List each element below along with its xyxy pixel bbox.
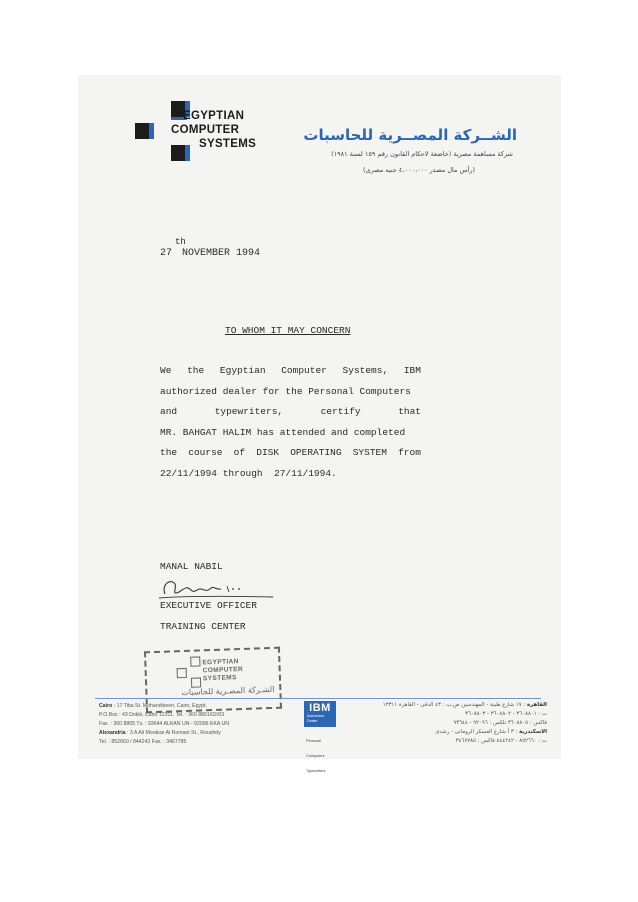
footer-alex-phones: Tel. : 852660 / 844242 Fax. : 3467785 bbox=[99, 739, 187, 745]
body-word: OPERATING bbox=[290, 447, 342, 458]
date-month-year: NOVEMBER 1994 bbox=[182, 248, 261, 259]
body-line bbox=[160, 447, 421, 468]
company-name-en bbox=[171, 109, 256, 151]
footer-ar-cairo-tel: ت : ٣٦٠٨٨٠١ - ٣٦٠٨٨٠٢ - ٣٦٠٨٨٠٣ bbox=[465, 711, 547, 717]
ibm-product: Personal bbox=[306, 739, 321, 743]
footer-arabic-addresses bbox=[349, 701, 547, 746]
footer-alex-line bbox=[99, 729, 229, 738]
legal-status-line: شركة مساهمة مصرية (خاضعة لاحكام القانون رقم ١٥٩ لسنة ١٩٨١) bbox=[331, 150, 513, 158]
footer-ar-alex-tel: ت : ٨٥٢٦٦٠ - ٨٤٤٢٤٢ فاكس : ٣٤٦٧٧٨٥ bbox=[455, 738, 547, 744]
ibm-logo: IBM bbox=[309, 702, 331, 714]
body-line bbox=[160, 468, 421, 489]
body-word: certify bbox=[320, 406, 361, 417]
body-word: We bbox=[160, 365, 172, 376]
body-word: SYSTEM bbox=[352, 447, 387, 458]
company-word-3: SYSTEMS bbox=[199, 138, 257, 150]
body-word: IBM bbox=[403, 365, 421, 376]
footer-english-addresses bbox=[99, 702, 229, 747]
body-word: MR. BAHGAT HALIM has attended and completed bbox=[160, 426, 406, 438]
body-word: course bbox=[188, 447, 223, 458]
body-word: that bbox=[398, 406, 421, 417]
ibm-dealer-badge bbox=[304, 701, 336, 727]
footer-alex-label: Alexandria bbox=[99, 730, 126, 736]
signer-name: MANAL NABIL bbox=[160, 561, 223, 572]
company-word-1: EGYPTIAN bbox=[183, 110, 245, 122]
footer-fax-telex: Fax. : 360 8805 Tx. : 93644 ALKAN UN - 92096 EKA UN bbox=[99, 721, 229, 727]
body-line bbox=[160, 406, 421, 427]
stamp-word: EGYPTIAN bbox=[202, 658, 239, 667]
date-suffix: th bbox=[175, 237, 186, 247]
handwritten-signature bbox=[157, 574, 277, 602]
footer-ar-cairo-address: : ١٧ شارع طيبة - المهندسين ص.ب : ٤٣ الدقى - القاهرة ١٢٣١١ bbox=[382, 702, 526, 708]
signer-title: EXECUTIVE OFFICER bbox=[160, 600, 257, 611]
signer-department: TRAINING CENTER bbox=[160, 621, 246, 632]
body-word: Egyptian bbox=[219, 365, 266, 376]
body-word: the bbox=[160, 447, 178, 458]
ibm-product-list bbox=[306, 729, 325, 784]
body-word: from bbox=[398, 447, 421, 458]
letter-heading: TO WHOM IT MAY CONCERN bbox=[225, 325, 351, 336]
body-word: DISK bbox=[256, 447, 280, 458]
ibm-subtitle-1: Authorized bbox=[307, 714, 325, 718]
stamp-arabic-name: الشـركة المصـرية للحاسبات bbox=[181, 684, 275, 698]
date-day: 27 bbox=[160, 248, 173, 259]
footer-alex-address: : 3 A Ali Morakar Al Romani St., Roushdy bbox=[126, 730, 221, 736]
ibm-subtitle-2: Dealer bbox=[307, 718, 318, 723]
body-word: Systems, bbox=[342, 365, 389, 376]
body-line bbox=[160, 365, 421, 386]
ibm-product: Typewriters bbox=[306, 769, 326, 773]
body-word: Computer bbox=[281, 365, 327, 376]
body-word: authorized dealer for the Personal Computers bbox=[160, 385, 411, 397]
footer-ar-alex-label: الاسكندرية bbox=[518, 729, 547, 735]
company-name-ar: الشــركة المصــرية للحاسبات bbox=[303, 126, 517, 144]
body-word: and bbox=[160, 406, 178, 417]
footer-cairo-address: : 17 Tiba St. Mohandiseen, Cairo, Egypt. bbox=[113, 703, 207, 709]
stamp-word: COMPUTER bbox=[202, 665, 244, 675]
body-word: typewriters, bbox=[214, 406, 284, 417]
footer-ar-cairo-fax: فاكس : ٣٦٠٨٨٠٥ تلكس : ٩٢٠٩٦ - ٩٣٦٤٤ bbox=[453, 720, 547, 726]
ibm-product: Computers bbox=[306, 754, 325, 758]
body-line bbox=[160, 427, 421, 448]
footer-cairo-line bbox=[99, 702, 229, 711]
capital-line: (رأس مال مصدر ٤،٠٠٠،٠٠٠ جنيه مصرى) bbox=[363, 166, 475, 174]
footer-po-box: P.O.Box : 43 Dokki, Cairo 12311. Tel. : 360 8801/02/03 bbox=[99, 712, 225, 718]
company-word-2: COMPUTER bbox=[171, 124, 240, 136]
footer-ar-cairo-label: القاهرة bbox=[526, 702, 547, 708]
letter-page bbox=[79, 76, 560, 773]
body-word: of bbox=[233, 447, 246, 458]
stamp-logo-icon bbox=[176, 656, 201, 687]
footer-ar-alex-address: : ٣ أ شارع العسكر الرومانى - رشدى bbox=[435, 729, 518, 735]
footer-ar-cairo bbox=[349, 701, 547, 710]
stamp-word: SYSTEMS bbox=[202, 674, 237, 683]
stamp-company-name bbox=[202, 658, 243, 683]
body-word: 22/11/1994 through 27/11/1994. bbox=[160, 467, 337, 479]
letter-body bbox=[160, 365, 421, 488]
body-line bbox=[160, 386, 421, 407]
body-word: the bbox=[187, 365, 205, 376]
footer-ar-alex bbox=[349, 728, 547, 737]
footer-divider bbox=[95, 698, 541, 699]
footer-cairo-label: Cairo bbox=[99, 703, 113, 709]
